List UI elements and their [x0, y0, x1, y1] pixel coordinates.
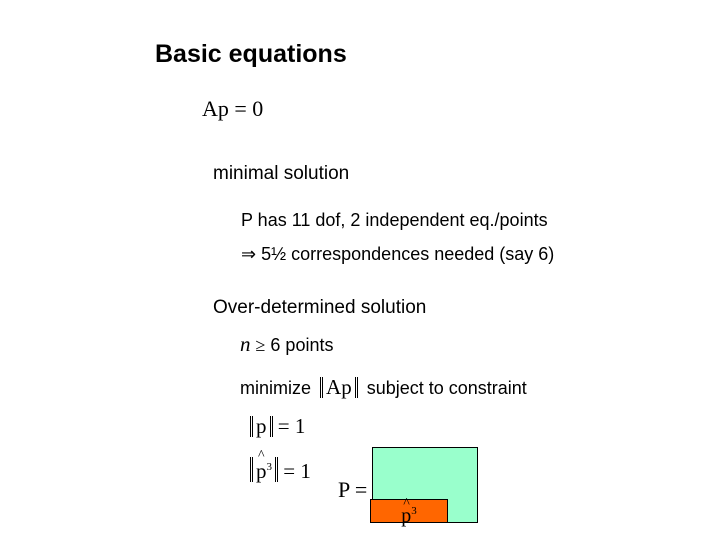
equation-ap-zero: Ap = 0: [202, 96, 264, 121]
p3-row-base: ^ p: [401, 505, 411, 527]
overdetermined-heading: Over-determined solution: [213, 297, 427, 318]
minimal-solution-heading: minimal solution: [213, 163, 350, 184]
points-text: 6 points: [270, 335, 334, 355]
minimize-label: minimize: [240, 378, 312, 398]
correspondences-text: 5½ correspondences needed (say 6): [261, 244, 555, 264]
n-variable: n: [240, 332, 251, 356]
dof-line: P has 11 dof, 2 independent eq./points: [241, 210, 548, 230]
p3-sup: 3: [266, 461, 272, 473]
minimize-line: [240, 377, 527, 399]
slide-title: Basic equations: [155, 40, 347, 68]
n-points-line: [240, 332, 333, 357]
c1-rhs: = 1: [277, 414, 306, 438]
implies-symbol: ⇒: [241, 244, 257, 264]
p3-row-block: [370, 499, 448, 527]
constraint-p3-norm: [250, 457, 311, 484]
p3-row-sup: 3: [411, 505, 417, 517]
correspondences-line: [241, 244, 554, 265]
p3-norm: [250, 457, 278, 482]
p-equals: P =: [338, 477, 368, 502]
subject-label: subject to constraint: [366, 378, 527, 398]
p-norm: p: [250, 416, 273, 437]
p3-hat-base: ^ p: [256, 461, 267, 482]
norm-ap: Ap: [320, 377, 358, 398]
c2-rhs: = 1: [283, 459, 311, 483]
geq-symbol: ≥: [255, 335, 266, 355]
constraint-p-norm: [250, 414, 305, 439]
